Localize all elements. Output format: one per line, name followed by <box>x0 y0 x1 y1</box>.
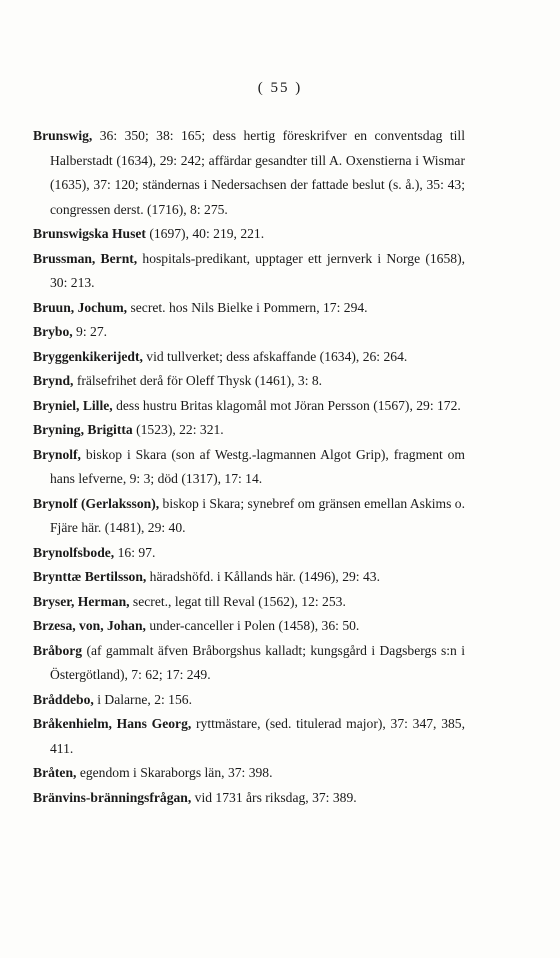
index-entry <box>33 688 465 713</box>
index-entry <box>33 712 465 761</box>
index-entry <box>33 590 465 615</box>
index-entry <box>33 124 465 222</box>
entry-headword: Bryning, Brigitta <box>33 422 133 437</box>
entry-headword: Bryser, Herman, <box>33 593 130 609</box>
entry-headword: Brynolf, <box>33 446 81 462</box>
entry-text: 36: 350; 38: 165; dess hertig föreskrifver en conventsdag till Halberstadt (1634), 29: 242; affärdar gesandter till A. Oxenstierna i Wismar (1635), 37: 120; ständernas i Nedersachsen der fattade beslut (s. å.), 35: 43; congressen derst. (1716), 8: 275. <box>50 128 465 217</box>
entry-headword: Brunswig, <box>33 128 93 143</box>
entry-text: (1697), 40: 219, 221. <box>145 226 265 241</box>
entry-headword: Bränvins-bränningsfrågan, <box>33 789 192 805</box>
index-entries <box>33 124 465 810</box>
index-entry <box>33 492 465 541</box>
entry-text: vid 1731 års riksdag, 37: 389. <box>191 789 357 805</box>
entry-headword: Brzesa, von, Johan, <box>33 618 146 633</box>
entry-headword: Bryggenkikerijedt, <box>33 348 143 364</box>
entry-headword: Brybo, <box>33 324 73 339</box>
entry-text: secret., legat till Reval (1562), 12: 253. <box>129 593 346 609</box>
entry-headword: Brynolf (Gerlaksson), <box>33 495 160 511</box>
page-number: ( 55 ) <box>257 80 303 96</box>
index-entry <box>33 394 465 419</box>
entry-text: (1523), 22: 321. <box>132 422 224 437</box>
entry-text: under-canceller i Polen (1458), 36: 50. <box>145 618 360 633</box>
entry-text: i Dalarne, 2: 156. <box>93 691 192 707</box>
entry-text: biskop i Skara; synebref om gränsen emellan Askims o. Fjäre här. (1481), 29: 40. <box>50 495 466 535</box>
index-entry <box>33 222 465 247</box>
index-entry <box>33 761 465 786</box>
entry-text: egendom i Skaraborgs län, 37: 398. <box>76 765 273 780</box>
index-entry <box>33 418 465 443</box>
entry-text: (af gammalt äfven Bråborgshus kalladt; kungsgård i Dagsbergs s:n i Östergötland), 7: 62; 17: 249. <box>50 642 465 682</box>
index-entry <box>33 247 465 296</box>
entry-headword: Bråddebo, <box>33 691 94 707</box>
index-entry <box>33 369 465 394</box>
index-entry <box>33 296 465 321</box>
entry-text: 16: 97. <box>114 544 156 560</box>
index-entry <box>33 786 465 811</box>
entry-text: ryttmästare, (sed. titulerad major), 37: 347, 385, 411. <box>50 716 465 756</box>
index-entry <box>33 320 465 345</box>
index-entry <box>33 614 465 639</box>
entry-headword: Bryniel, Lille, <box>33 397 113 413</box>
entry-text: dess hustru Britas klagomål mot Jöran Persson (1567), 29: 172. <box>112 397 461 413</box>
index-entry <box>33 565 465 590</box>
entry-text: hospitals-predikant, upptager ett jernverk i Norge (1658), 30: 213. <box>50 250 465 290</box>
entry-headword: Bråten, <box>33 765 77 780</box>
index-entry <box>33 639 465 688</box>
entry-text: 9: 27. <box>72 324 108 339</box>
index-entry <box>33 345 465 370</box>
entry-headword: Bråkenhielm, Hans Georg, <box>33 716 192 731</box>
index-entry <box>33 443 465 492</box>
entry-headword: Brynd, <box>33 373 74 388</box>
entry-headword: Brynttæ Bertilsson, <box>33 569 147 584</box>
entry-text: secret. hos Nils Bielke i Pommern, 17: 294. <box>127 299 368 315</box>
entry-text: vid tullverket; dess afskaffande (1634), 26: 264. <box>142 348 408 364</box>
entry-headword: Brynolfsbode, <box>33 544 115 560</box>
entry-headword: Brunswigska Huset <box>33 226 146 241</box>
entry-text: frälsefrihet derå för Oleff Thysk (1461), 3: 8. <box>73 373 323 388</box>
entry-text: biskop i Skara (son af Westg.-lagmannen Algot Grip), fragment om hans lefverne, 9: 3; död (1317), 17: 14. <box>50 446 465 486</box>
entry-headword: Brussman, Bernt, <box>33 250 138 266</box>
entry-text: häradshöfd. i Kållands här. (1496), 29: 43. <box>146 569 380 584</box>
entry-headword: Bråborg <box>33 642 83 658</box>
index-entry <box>33 541 465 566</box>
entry-headword: Bruun, Jochum, <box>33 299 128 315</box>
